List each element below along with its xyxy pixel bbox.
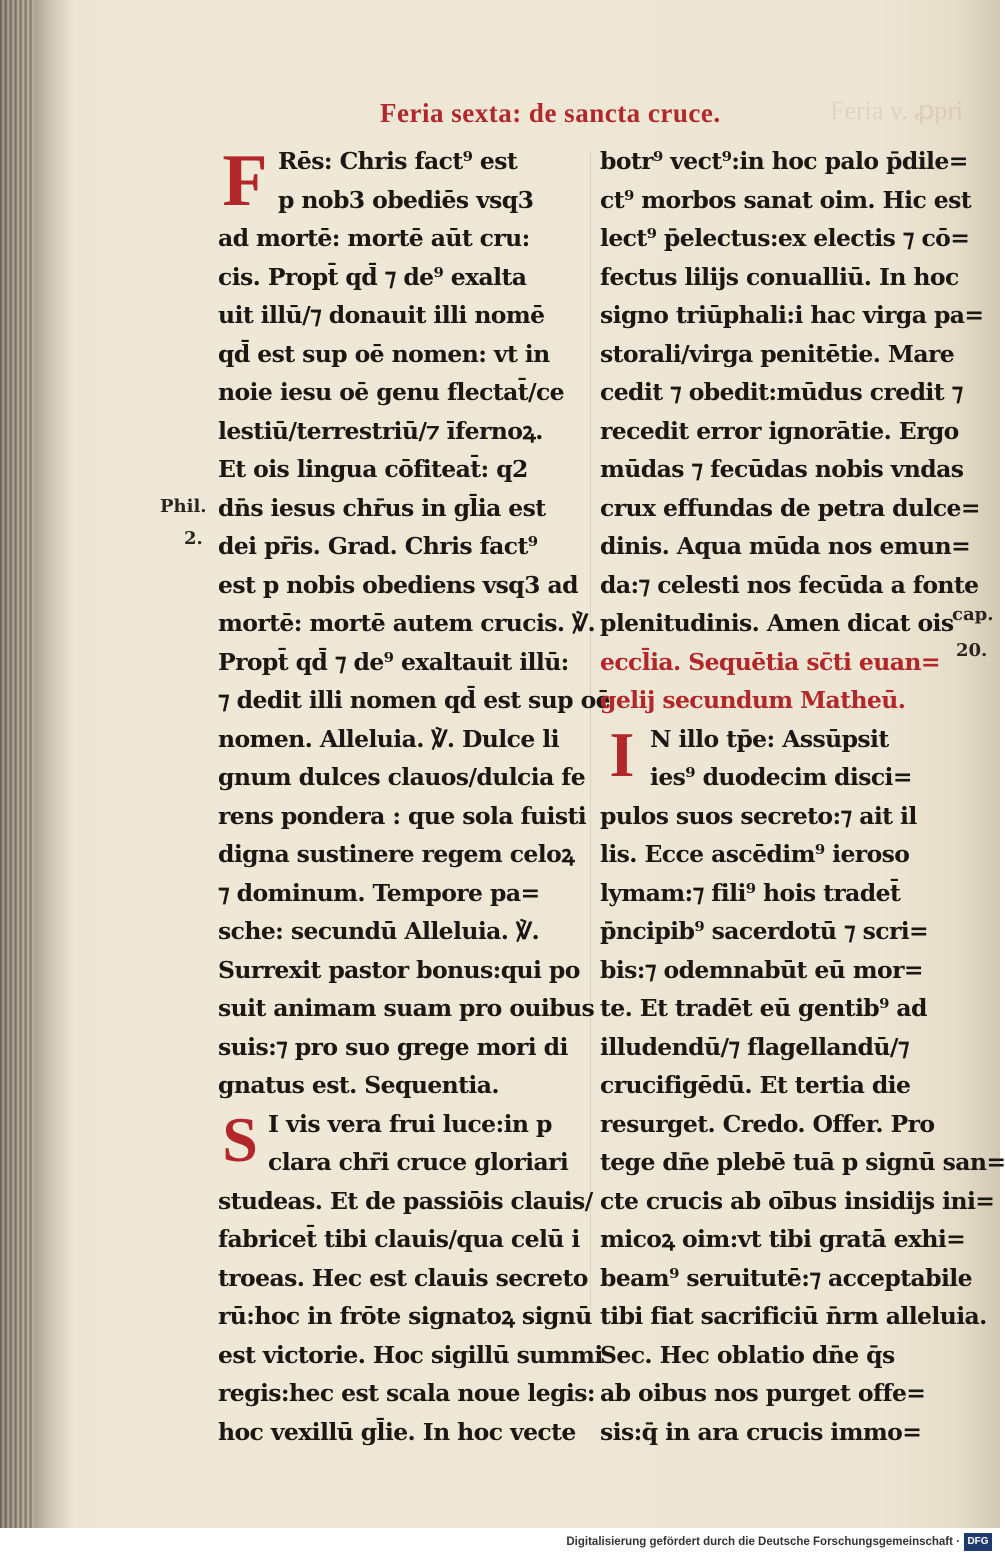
text-line: ⁊ dominum. Tempore pa= xyxy=(218,878,540,907)
decorated-initial: F xyxy=(222,140,268,222)
text-line: lymam:⁊ fili⁹ hois tradet̄ xyxy=(600,878,901,907)
text-line: ct⁹ morbos sanat oim. Hic est xyxy=(600,185,971,214)
text-line: ⁊ dedit illi nomen qd̄ est sup oē xyxy=(218,686,610,714)
text-line: nomen. Alleluia. ℣. Dulce li xyxy=(218,724,559,753)
text-line: crux effundas de petra dulce= xyxy=(600,493,980,522)
book-page-edges xyxy=(0,0,34,1528)
text-line: cte crucis ab oībus insidijs ini= xyxy=(600,1186,995,1215)
margin-reference: 20. xyxy=(956,640,988,661)
text-line: micoꝝ oim:vt tibi gratā exhi= xyxy=(600,1225,966,1253)
text-line: rens pondera : que sola fuisti xyxy=(218,801,587,830)
gutter-shadow xyxy=(34,0,74,1528)
text-line: suis:⁊ pro suo grege mori di xyxy=(218,1032,568,1061)
text-line: illudendū/⁊ flagellandū/⁊ xyxy=(600,1032,909,1061)
text-line: Sec. Hec oblatio dn̄e q̄s xyxy=(600,1340,895,1369)
left-column xyxy=(218,140,610,1451)
text-line: mūdas ⁊ fecūdas nobis vndas xyxy=(600,455,964,483)
text-line: N illo tp̄e: Assūpsit xyxy=(650,724,889,753)
text-line: ies⁹ duodecim disci= xyxy=(650,763,912,791)
text-line: hoc vexillū gl̄ie. In hoc vecte xyxy=(218,1417,576,1446)
text-line: p nob3 obediēs vsq3 xyxy=(278,185,534,214)
text-line: crucifigēdū. Et tertia die xyxy=(600,1071,911,1099)
text-line: noie iesu oē genu flectat̄/ce xyxy=(218,378,565,406)
margin-reference: Phil. xyxy=(160,496,207,517)
text-line: qd̄ est sup oē nomen: vt in xyxy=(218,339,550,368)
text-line: troeas. Hec est clauis secreto xyxy=(218,1263,588,1292)
rubric-line: eccl̄ia. Sequētia sc̄ti euan= xyxy=(600,647,940,676)
text-line: plenitudinis. Amen dicat ois xyxy=(600,609,954,637)
column-divider xyxy=(590,150,591,1310)
text-line: p̄ncipib⁹ sacerdotū ⁊ scri= xyxy=(600,917,929,945)
text-line: fectus lilijs conualliū. In hoc xyxy=(600,262,959,291)
text-line: est p nobis obediens vsq3 ad xyxy=(218,570,578,599)
decorated-initial: S xyxy=(222,1103,258,1175)
text-line: lect⁹ p̄electus:ex electis ⁊ cō= xyxy=(600,224,970,252)
text-line: tibi fiat sacrificiū n̄rm alleluia. xyxy=(600,1302,987,1330)
show-through-text: Feria v. ꝓpri xyxy=(830,96,964,125)
text-line: Rēs: Chris fact⁹ est xyxy=(278,147,518,175)
text-line: est victorie. Hoc sigillū summi xyxy=(218,1340,603,1369)
text-line: regis:hec est scala noue legis: xyxy=(218,1379,595,1407)
text-line: dinis. Aqua mūda nos emun= xyxy=(600,532,971,560)
text-line: cis. Propt̄ qd̄ ⁊ de⁹ exalta xyxy=(218,262,527,291)
text-line: cedit ⁊ obedit:mūdus credit ⁊ xyxy=(600,378,963,406)
text-line: storali/virga penitētie. Mare xyxy=(600,339,955,368)
text-line: lis. Ecce ascēdim⁹ ieroso xyxy=(600,840,910,868)
text-line: Et ois lingua cōfiteat̄: q2 xyxy=(218,455,528,483)
text-line: beam⁹ seruitutē:⁊ acceptabile xyxy=(600,1263,972,1292)
text-line: resurget. Credo. Offer. Pro xyxy=(600,1109,935,1138)
text-line: lestiū/terrestriū/⁊ īfernoꝝ. xyxy=(218,416,543,445)
text-line: digna sustinere regem celoꝝ xyxy=(218,840,575,868)
text-line: signo triūphali:i hac virga pa= xyxy=(600,301,984,329)
margin-reference: cap. xyxy=(952,604,994,625)
decorated-initial: I xyxy=(609,718,635,790)
text-line: clara chr̄i cruce gloriari xyxy=(268,1148,569,1176)
text-line: da:⁊ celesti nos fecūda a fonte xyxy=(600,570,979,599)
text-line: Surrexit pastor bonus:qui po xyxy=(218,955,580,984)
text-line: gnatus est. Sequentia. xyxy=(218,1071,499,1099)
text-line: pulos suos secreto:⁊ ait il xyxy=(600,801,917,830)
text-line: recedit error ignorātie. Ergo xyxy=(600,416,959,445)
text-line: dn̄s iesus chr̄us in gl̄ia est xyxy=(218,493,546,522)
text-line: fabricet̄ tibi clauis/qua celū i xyxy=(218,1225,580,1253)
funding-credit: Digitalisierung gefördert durch die Deutsche Forschungsgemeinschaft · xyxy=(566,1536,960,1548)
rubric-line: gelij secundum Matheū. xyxy=(600,686,906,714)
page-heading: Feria sexta: de sancta cruce. xyxy=(380,98,721,128)
text-line: ab oibus nos purget offe= xyxy=(600,1379,926,1407)
text-line: sche: secundū Alleluia. ℣. xyxy=(218,917,540,945)
text-line: I vis vera frui luce:in p xyxy=(268,1109,552,1138)
margin-reference: 2. xyxy=(184,528,203,549)
dfg-logo: DFG xyxy=(964,1533,992,1551)
text-line: botr⁹ vect⁹:in hoc palo p̄dile= xyxy=(600,147,968,175)
text-line: uit illū/⁊ donauit illi nomē xyxy=(218,301,545,329)
text-line: sis:q̄ in ara crucis immo= xyxy=(600,1417,922,1446)
text-line: suit animam suam pro ouibus xyxy=(218,994,595,1022)
text-line: dei pr̄is. Grad. Chris fact⁹ xyxy=(218,532,538,560)
text-line: mortē: mortē autem crucis. ℣. xyxy=(218,609,596,637)
text-line: tege dn̄e plebē tuā p signū san= xyxy=(600,1148,1005,1176)
text-line: bis:⁊ odemnabūt eū mor= xyxy=(600,955,923,984)
text-line: gnum dulces clauos/dulcia fe xyxy=(218,763,586,791)
text-line: Propt̄ qd̄ ⁊ de⁹ exaltauit illū: xyxy=(218,647,569,676)
text-line: ad mortē: mortē aūt cru: xyxy=(218,224,530,252)
text-line: studeas. Et de passiōis clauis/ xyxy=(218,1186,593,1215)
text-line: te. Et tradēt eū gentib⁹ ad xyxy=(600,994,927,1022)
text-line: rū:hoc in frōte signatoꝝ signū xyxy=(218,1302,592,1330)
